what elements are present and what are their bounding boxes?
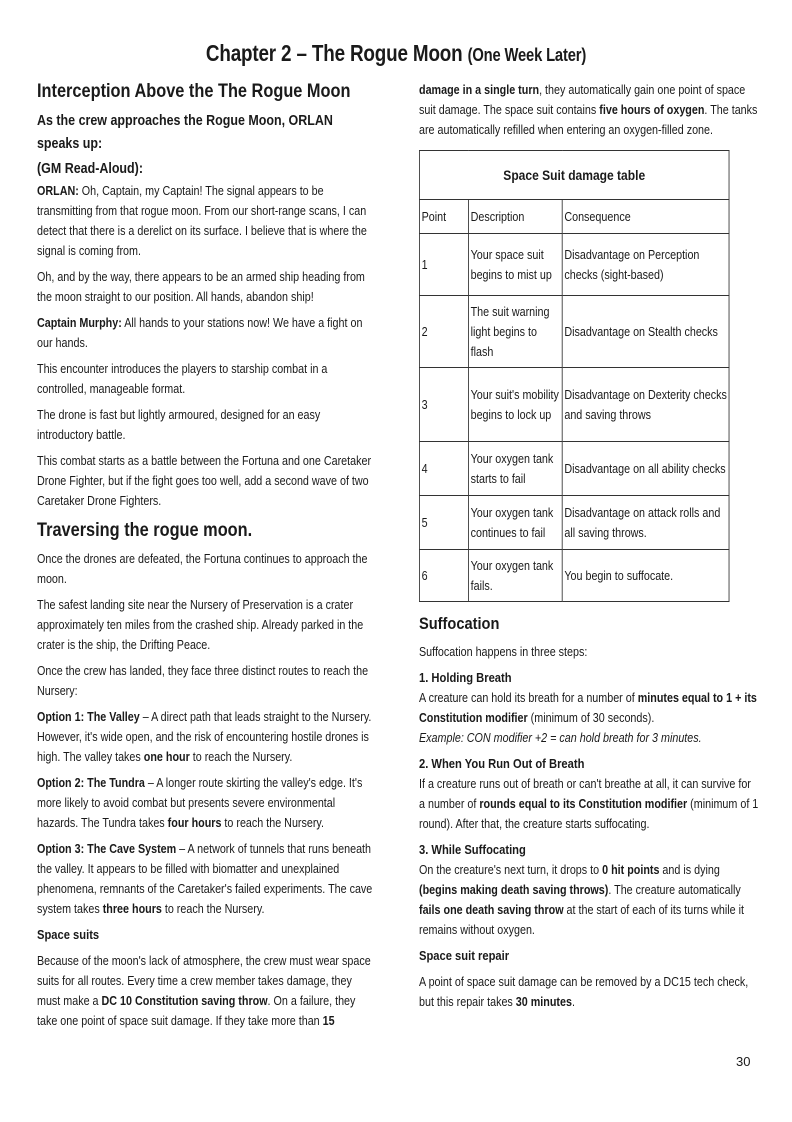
heading-interception: Interception Above the The Rogue Moon — [37, 81, 351, 102]
paragraph-routes: Once the crew has landed, they face three distinct routes to reach the Nursery: — [37, 664, 369, 698]
table-row: 4 Your oxygen tank starts to fail Disadvantage on all ability checks — [419, 442, 729, 496]
heading-holding-breath: 1. Holding Breath — [419, 670, 512, 685]
chapter-title — [71, 40, 720, 67]
option-cave-system: Option 3: The Cave System – A network of tunnels that runs beneath the valley. It appears to be filled with biomatter and unexplained phenomena, remnants of the Caretaker's failed experiments. The cave system takes three hours to reach the Nursery. — [37, 842, 373, 916]
paragraph-run-out-of-breath: If a creature runs out of breath or can't breathe at all, it can survive for a number of rounds equal to its Constitution modifier (minimum of 1 round). After that, the creature starts suffocating. — [419, 777, 759, 831]
murphy-speech: Captain Murphy: All hands to your stations now! We have a fight on our hands. — [37, 316, 363, 350]
paragraph-intro: This encounter introduces the players to starship combat in a controlled, manageable format. — [37, 362, 328, 396]
right-column — [419, 80, 759, 1018]
table-row: 6 Your oxygen tank fails. You begin to suffocate. — [419, 550, 729, 602]
page-number: 30 — [736, 1054, 751, 1069]
paragraph-holding-breath: A creature can hold its breath for a number of minutes equal to 1 + its Constitution modifier (minimum of 30 seconds). Example: CON modifier +2 = can hold breath for 3 minutes. — [419, 691, 757, 745]
table-row: 5 Your oxygen tank continues to fail Disadvantage on attack rolls and all saving throws. — [419, 496, 729, 550]
paragraph-landing: The safest landing site near the Nursery of Preservation is a crater approximately ten miles from the crashed ship. Already parked in the crater is the ship, the Drifting Peace. — [37, 598, 364, 652]
table-row: 1 Your space suit begins to mist up Disadvantage on Perception checks (sight-based) — [419, 234, 729, 296]
orlan-speech: ORLAN: Oh, Captain, my Captain! The signal appears to be transmitting from that rogue moon. From our short-range scans, I can detect that there is a derelict on its surface. I believe that is where the signal is coming from. — [37, 184, 367, 258]
paragraph-space-suits: Because of the moon's lack of atmosphere, the crew must wear space suits for all routes. Every time a crew member takes damage, they must make a DC 10 Constitution saving throw. On a failure, they take one point of space suit damage. If they take more than 15 — [37, 954, 371, 1028]
heading-traversing: Traversing the rogue moon. — [37, 520, 253, 541]
paragraph-suit-continued: damage in a single turn, they automatically gain one point of space suit damage. The space suit contains five hours of oxygen. The tanks are automatically refilled when entering an oxygen-filled zone. — [419, 83, 758, 137]
option-valley: Option 1: The Valley – A direct path that leads straight to the Nursery. However, it's wide open, and the risk of encountering hostile drones is high. The valley takes one hour to reach the Nursery. — [37, 710, 372, 764]
left-column — [37, 80, 377, 1037]
paragraph-while-suffocating: On the creature's next turn, it drops to 0 hit points and is dying (begins making death saving throws). The creature automatically fails one death saving throw at the start of each of its turns while it remains without oxygen. — [419, 863, 745, 937]
paragraph-space-suit-repair: A point of space suit damage can be removed by a DC15 tech check, but this repair takes 30 minutes. — [419, 975, 749, 1009]
heading-space-suits: Space suits — [37, 927, 100, 942]
heading-suffocation: Suffocation — [419, 614, 500, 633]
table-header-consequence: Consequence — [562, 200, 729, 234]
heading-space-suit-repair: Space suit repair — [419, 948, 510, 963]
option-tundra: Option 2: The Tundra – A longer route skirting the valley's edge. It's more likely to avoid combat but presents severe environmental hazards. The Tundra takes four hours to reach the Nursery. — [37, 776, 363, 830]
heading-while-suffocating: 3. While Suffocating — [419, 842, 526, 857]
orlan-speech-2: Oh, and by the way, there appears to be an armed ship heading from the moon straight to our position. All hands, abandon ship! — [37, 270, 365, 304]
paragraph-defeated: Once the drones are defeated, the Fortuna continues to approach the moon. — [37, 552, 368, 586]
chapter-title-main: Chapter 2 – The Rogue Moon — [205, 40, 463, 66]
paragraph-steps: Suffocation happens in three steps: — [419, 645, 588, 659]
paragraph-drone: The drone is fast but lightly armoured, designed for an easy introductory battle. — [37, 408, 321, 442]
heading-approach: As the crew approaches the Rogue Moon, ORLAN speaks up: — [37, 113, 333, 152]
table-header-description: Description — [468, 200, 562, 234]
table-header-point: Point — [419, 200, 468, 234]
heading-run-out-of-breath: 2. When You Run Out of Breath — [419, 756, 585, 771]
heading-gm-read-aloud: (GM Read-Aloud): — [37, 161, 143, 177]
paragraph-combat: This combat starts as a battle between the Fortuna and one Caretaker Drone Fighter, but if the fight goes too well, add a second wave of two Caretaker Drone Fighters. — [37, 454, 372, 508]
table-row: 3 Your suit's mobility begins to lock up Disadvantage on Dexterity checks and saving throws — [419, 368, 729, 442]
table-row: 2 The suit warning light begins to flash Disadvantage on Stealth checks — [419, 296, 729, 368]
space-suit-damage-table — [419, 150, 729, 602]
table-caption: Space Suit damage table — [419, 151, 729, 200]
chapter-title-sub: (One Week Later) — [467, 45, 587, 65]
